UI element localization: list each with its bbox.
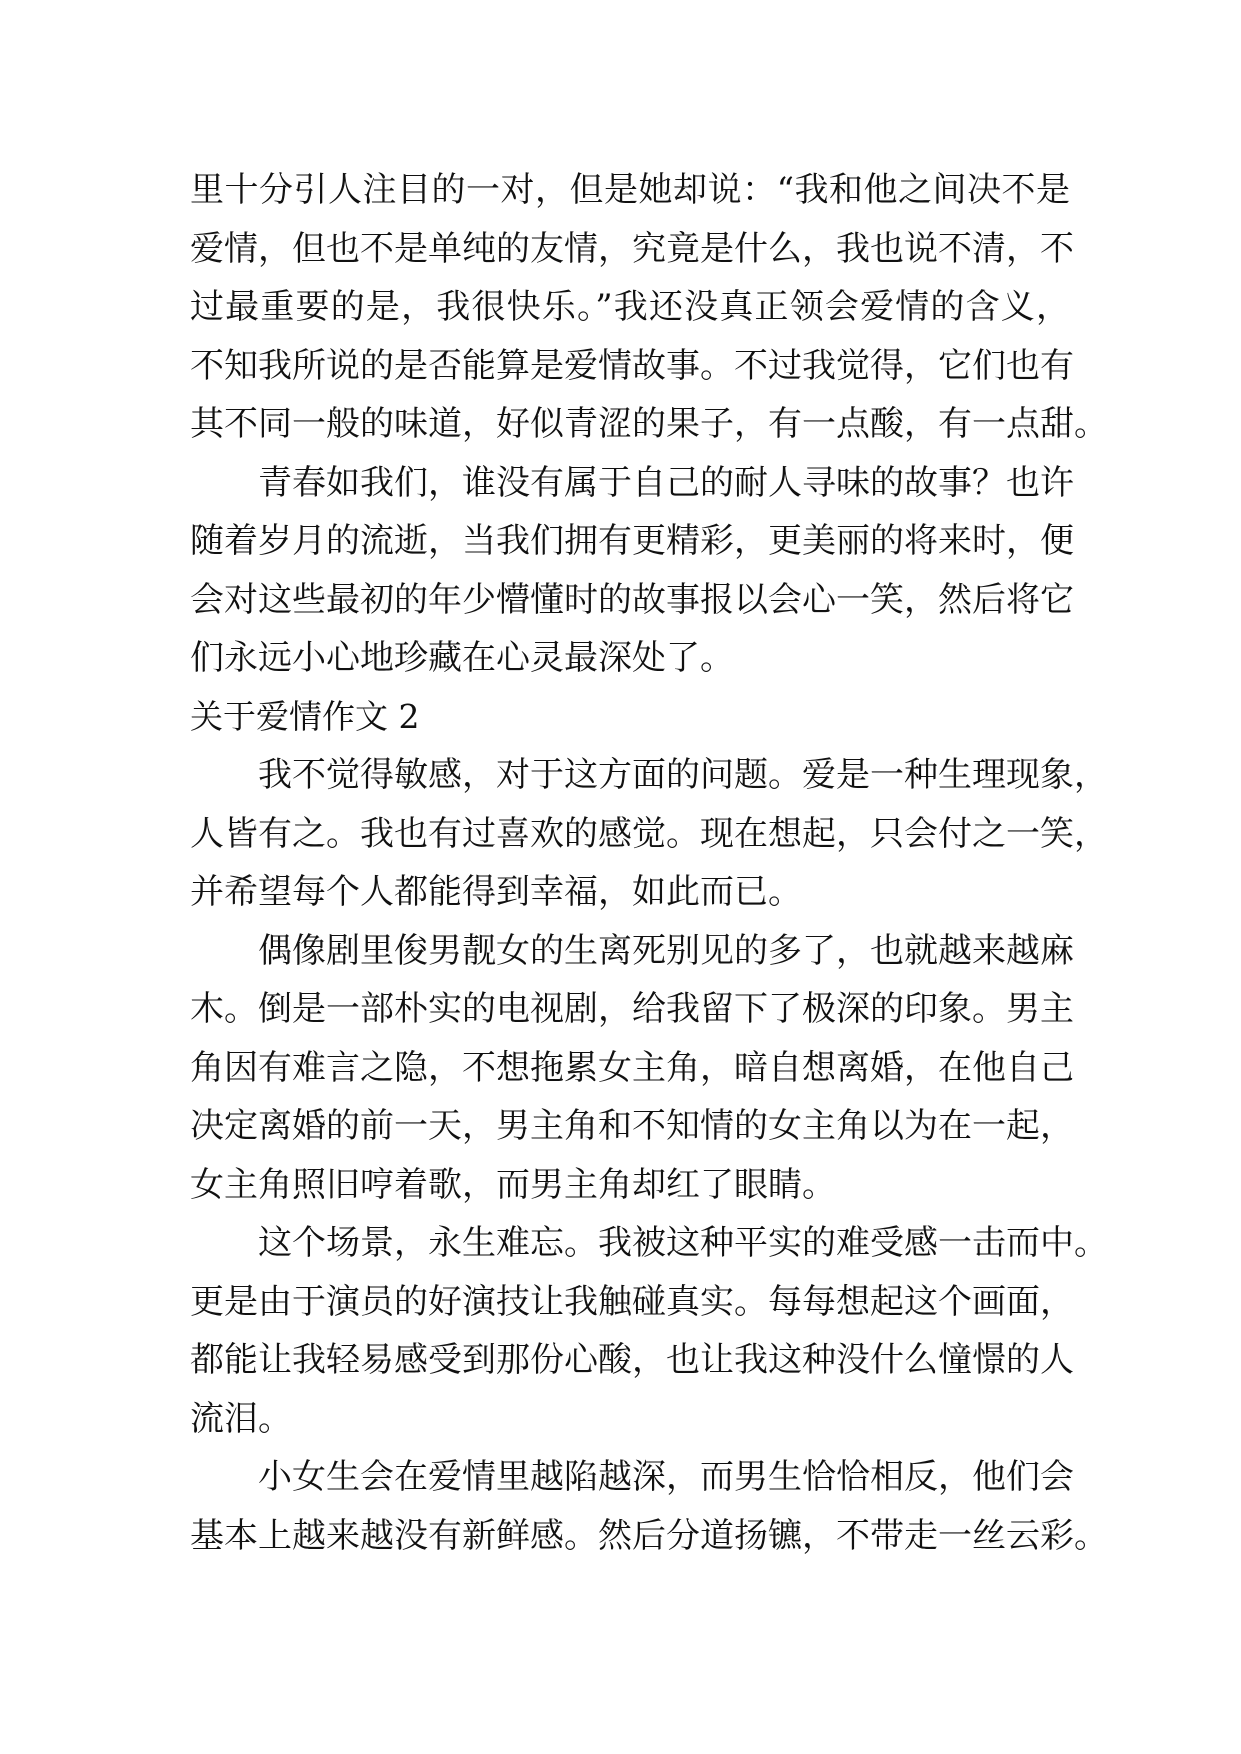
text-line: 偶像剧里俊男靓女的生离死别见的多了，也就越来越麻: [258, 930, 1074, 971]
text-line: 木。倒是一部朴实的电视剧，给我留下了极深的印象。男主: [190, 989, 1074, 1029]
text-line: 会对这些最初的年少懵懂时的故事报以会心一笑，然后将它: [190, 579, 1074, 620]
text-line: 流泪。: [190, 1398, 292, 1439]
text-line: 我不觉得敏感，对于这方面的问题。爱是一种生理现象，: [258, 755, 1108, 795]
text-line: 女主角照旧哼着歌，而男主角却红了眼睛。: [190, 1164, 836, 1205]
text-line: 更是由于演员的好演技让我触碰真实。每每想起这个画面，: [190, 1281, 1074, 1322]
text-line: 过最重要的是，我很快乐。”我还没真正领会爱情的含义，: [190, 287, 1070, 327]
text-line: 人皆有之。我也有过喜欢的感觉。现在想起，只会付之一笑，: [190, 813, 1108, 854]
text-line: 不知我所说的是否能算是爱情故事。不过我觉得，它们也有: [190, 345, 1074, 386]
text-line: 决定离婚的前一天，男主角和不知情的女主角以为在一起，: [190, 1106, 1074, 1146]
text-line: 角因有难言之隐，不想拖累女主角，暗自想离婚，在他自己: [190, 1047, 1074, 1088]
document-body: [190, 161, 1108, 1565]
text-line: 并希望每个人都能得到幸福，如此而已。: [190, 872, 802, 912]
section-heading: 关于爱情作文 2: [190, 696, 420, 736]
text-line: 小女生会在爱情里越陷越深，而男生恰恰相反，他们会: [258, 1457, 1074, 1497]
text-line: 其不同一般的味道，好似青涩的果子，有一点酸，有一点甜。: [190, 404, 1108, 444]
text-line: 都能让我轻易感受到那份心酸，也让我这种没什么憧憬的人: [190, 1340, 1074, 1380]
text-line: 里十分引人注目的一对，但是她却说：“我和他之间决不是: [190, 170, 1070, 210]
text-line: 爱情，但也不是单纯的友情，究竟是什么，我也说不清，不: [190, 228, 1074, 269]
text-line: 基本上越来越没有新鲜感。然后分道扬镳，不带走一丝云彩。: [190, 1515, 1108, 1556]
text-line: 随着岁月的流逝，当我们拥有更精彩，更美丽的将来时，便: [190, 521, 1074, 561]
text-line: 这个场景，永生难忘。我被这种平实的难受感一击而中。: [258, 1223, 1108, 1263]
text-line: 们永远小心地珍藏在心灵最深处了。: [190, 638, 734, 678]
text-line: 青春如我们，谁没有属于自己的耐人寻味的故事？也许: [258, 462, 1074, 503]
